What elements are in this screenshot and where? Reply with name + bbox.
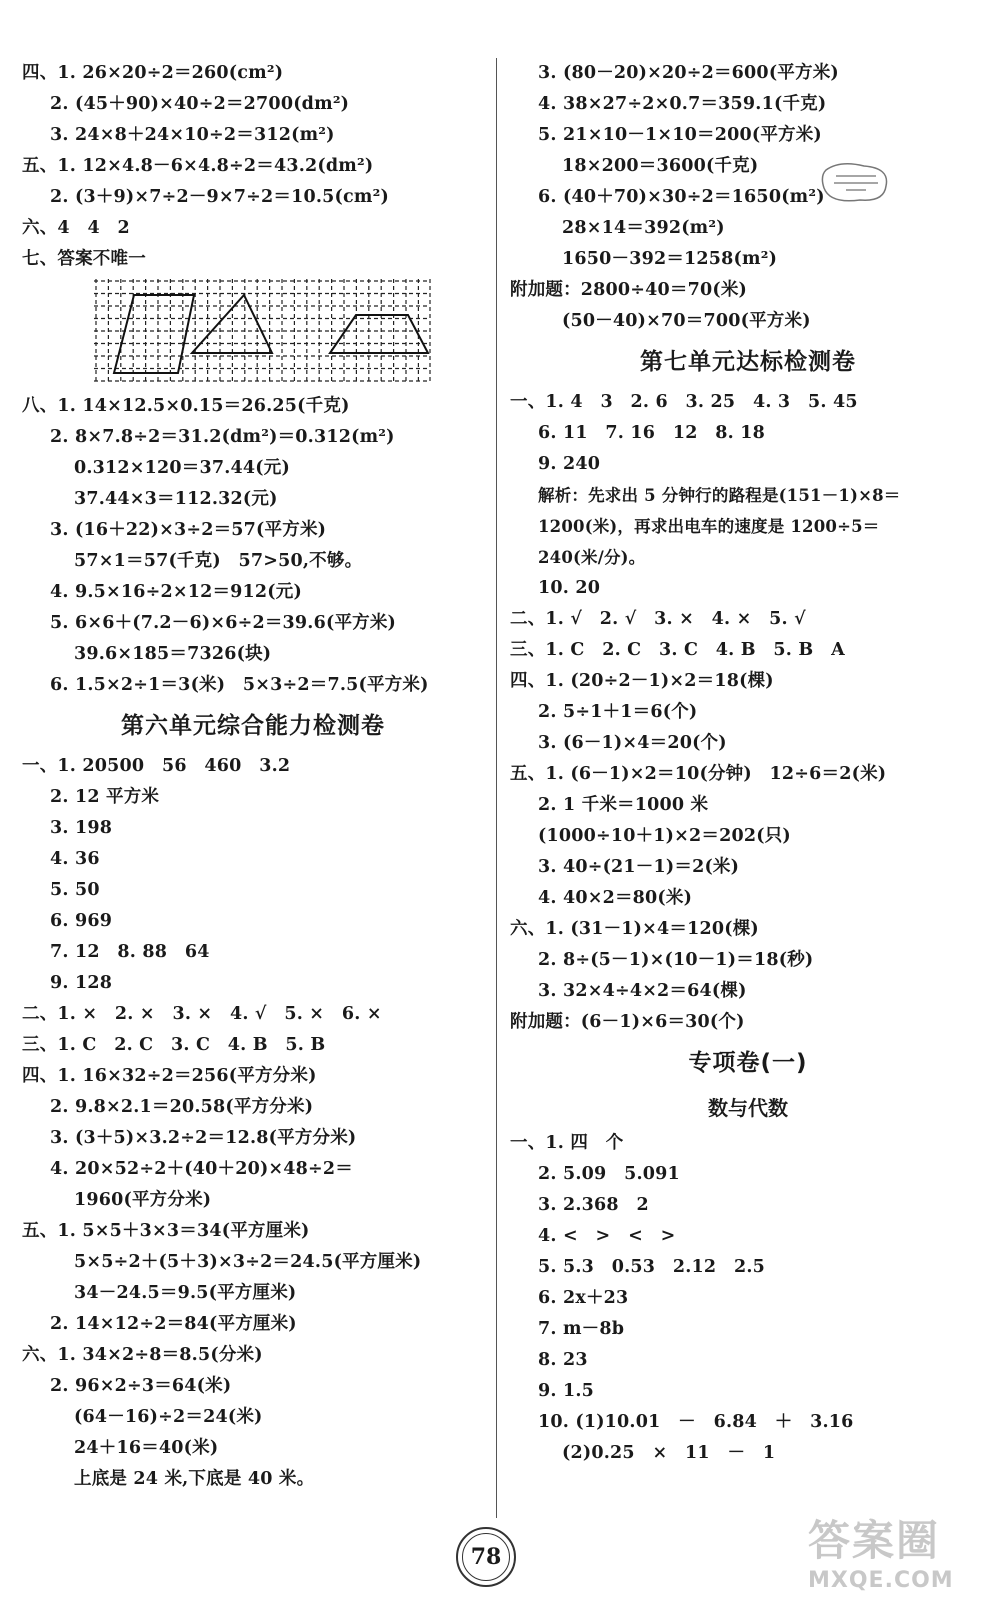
answer-line: 2. 9.8×2.1＝20.58(平方分米) <box>50 1097 314 1117</box>
answer-line: 5×5÷2＋(5＋3)×3÷2＝24.5(平方厘米) <box>74 1252 422 1272</box>
answer-line: 2. 8÷(5－1)×(10－1)＝18(秒) <box>538 950 814 970</box>
parallelogram-shape <box>114 295 194 373</box>
answer-line: 0.312×120＝37.44(元) <box>74 458 290 478</box>
answer-line: (64－16)÷2＝24(米) <box>74 1407 263 1427</box>
answer-line: 6. (40＋70)×30÷2＝1650(m²) <box>538 187 825 207</box>
answer-line: 5. 5.3 0.53 2.12 2.5 <box>538 1257 765 1277</box>
answer-line: 2. 12 平方米 <box>50 787 160 807</box>
answer-line: 8. 23 <box>538 1350 588 1370</box>
right-answers-part1 <box>510 58 986 337</box>
answer-line: 6. 2x＋23 <box>538 1288 629 1308</box>
grid-drawing <box>94 279 434 383</box>
left-answers-part3 <box>22 751 484 1495</box>
answer-line: 2. 14×12÷2＝84(平方厘米) <box>50 1314 297 1334</box>
answer-line: 3. 24×8＋24×10÷2＝312(m²) <box>50 125 335 145</box>
answer-line: 4. < > < > <box>538 1226 676 1246</box>
right-answers-part3 <box>510 1128 986 1469</box>
answer-line: 3. 2.368 2 <box>538 1195 649 1215</box>
answer-line: 四、1. 26×20÷2＝260(cm²) <box>22 63 284 83</box>
answer-line: 10. 20 <box>538 578 601 598</box>
answer-line: 附加题：2800÷40＝70(米) <box>510 280 748 300</box>
answer-line: 七、答案不唯一 <box>22 249 146 269</box>
answer-line: 9. 1.5 <box>538 1381 595 1401</box>
answer-line: 3. (6－1)×4＝20(个) <box>538 733 727 753</box>
stamp-icon <box>820 160 892 204</box>
answer-line: 四、1. 16×32÷2＝256(平方分米) <box>22 1066 317 1086</box>
answer-line: 4. 38×27÷2×0.7＝359.1(千克) <box>538 94 827 114</box>
section-title-unit6: 第六单元综合能力检测卷 <box>121 713 385 739</box>
section-subtitle: 数与代数 <box>708 1096 788 1120</box>
answer-line: 五、1. 5×5＋3×3＝34(平方厘米) <box>22 1221 310 1241</box>
answer-line: 3. (80－20)×20÷2＝600(平方米) <box>538 63 839 83</box>
answer-line: 五、1. (6－1)×2＝10(分钟) 12÷6＝2(米) <box>510 764 887 784</box>
left-column <box>22 58 484 1495</box>
answer-line: 附加题：(6－1)×6＝30(个) <box>510 1012 745 1032</box>
answer-line: 9. 240 <box>538 454 601 474</box>
answer-line: 5. 21×10－1×10＝200(平方米) <box>538 125 822 145</box>
answer-line: 四、1. (20÷2－1)×2＝18(棵) <box>510 671 774 691</box>
answer-line: 二、1. √ 2. √ 3. × 4. × 5. √ <box>510 609 806 629</box>
answer-line: 六、4 4 2 <box>22 218 130 238</box>
answer-line: 1960(平方分米) <box>74 1190 212 1210</box>
answer-line: 3. 32×4÷4×2＝64(棵) <box>538 981 747 1001</box>
right-answers-part2 <box>510 387 986 1038</box>
answer-line: 5. 50 <box>50 880 100 900</box>
answer-line: 4. 36 <box>50 849 100 869</box>
answer-line: 六、1. 34×2÷8＝8.5(分米) <box>22 1345 263 1365</box>
answer-line: 5. 6×6＋(7.2－6)×6÷2＝39.6(平方米) <box>50 613 397 633</box>
answer-line: 6. 1.5×2÷1＝3(米) 5×3÷2＝7.5(平方米) <box>50 675 429 695</box>
trapezoid-grid-figure <box>22 275 484 391</box>
answer-line: 3. 198 <box>50 818 113 838</box>
answer-line: 28×14＝392(m²) <box>562 218 725 238</box>
answer-line: 一、1. 四 个 <box>510 1133 624 1153</box>
answer-line: 18×200＝3600(千克) <box>562 156 759 176</box>
answer-line: (1000÷10＋1)×2＝202(只) <box>538 826 791 846</box>
answer-line: 上底是 24 米,下底是 40 米。 <box>74 1469 315 1489</box>
answer-line: 4. 9.5×16÷2×12＝912(元) <box>50 582 302 602</box>
answer-line: 6. 11 7. 16 12 8. 18 <box>538 423 765 443</box>
answer-line: (2)0.25 × 11 － 1 <box>562 1443 776 1463</box>
answer-line: 一、1. 20500 56 460 3.2 <box>22 756 291 776</box>
page-number: 78 <box>456 1527 516 1587</box>
section-title-unit7: 第七单元达标检测卷 <box>640 349 856 375</box>
answer-line: 2. 1 千米＝1000 米 <box>538 795 709 815</box>
answer-line: 3. 40÷(21－1)＝2(米) <box>538 857 740 877</box>
answer-line: 2. (45＋90)×40÷2＝2700(dm²) <box>50 94 350 114</box>
answer-line: 2. 96×2÷3＝64(米) <box>50 1376 232 1396</box>
answer-line: 37.44×3＝112.32(元) <box>74 489 278 509</box>
answer-line: 三、1. C 2. C 3. C 4. B 5. B <box>22 1035 326 1055</box>
answer-line: 57×1＝57(千克) 57>50,不够。 <box>74 551 363 571</box>
answer-line: 五、1. 12×4.8－6×4.8÷2＝43.2(dm²) <box>22 156 374 176</box>
answer-line: 9. 128 <box>50 973 113 993</box>
watermark-url: MXQE.COM <box>808 1568 954 1593</box>
answer-line: 240(米/分)。 <box>538 548 646 567</box>
answer-line: 3. (16＋22)×3÷2＝57(平方米) <box>50 520 327 540</box>
watermark-text: 答案圈 <box>808 1516 941 1565</box>
answer-line: 三、1. C 2. C 3. C 4. B 5. B A <box>510 640 845 660</box>
answer-line: 34－24.5＝9.5(平方厘米) <box>74 1283 297 1303</box>
answer-line: 7. 12 8. 88 64 <box>50 942 210 962</box>
column-divider <box>496 58 497 1518</box>
answer-line: 八、1. 14×12.5×0.15＝26.25(千克) <box>22 396 350 416</box>
answer-line: 1650－392＝1258(m²) <box>562 249 778 269</box>
answer-line: (50－40)×70＝700(平方米) <box>562 311 811 331</box>
right-column <box>510 58 986 1469</box>
watermark-logo <box>808 1508 954 1593</box>
answer-line: 24＋16＝40(米) <box>74 1438 219 1458</box>
answer-line: 2. 5.09 5.091 <box>538 1164 680 1184</box>
trapezoid-shape <box>330 315 428 353</box>
answer-line: 2. 5÷1＋1＝6(个) <box>538 702 698 722</box>
section-title-special1: 专项卷(一) <box>688 1050 808 1076</box>
answer-line: 39.6×185＝7326(块) <box>74 644 272 664</box>
answer-line: 2. 8×7.8÷2＝31.2(dm²)＝0.312(m²) <box>50 427 395 447</box>
answer-line: 二、1. × 2. × 3. × 4. √ 5. × 6. × <box>22 1004 382 1024</box>
answer-line: 7. m－8b <box>538 1319 625 1339</box>
answer-line: 4. 20×52÷2＋(40＋20)×48÷2＝ <box>50 1159 353 1179</box>
answer-line: 2. (3＋9)×7÷2－9×7÷2＝10.5(cm²) <box>50 187 389 207</box>
left-answers-part2 <box>22 391 484 701</box>
answer-line: 3. (3＋5)×3.2÷2＝12.8(平方分米) <box>50 1128 357 1148</box>
answer-line: 1200(米)，再求出电车的速度是 1200÷5＝ <box>538 517 880 536</box>
answer-line: 4. 40×2＝80(米) <box>538 888 693 908</box>
left-answers-part1 <box>22 58 484 275</box>
answer-line: 解析：先求出 5 分钟行的路程是(151－1)×8＝ <box>538 486 901 505</box>
answer-line: 六、1. (31－1)×4＝120(棵) <box>510 919 759 939</box>
answer-line: 10. (1)10.01 － 6.84 ＋ 3.16 <box>538 1412 854 1432</box>
answer-line: 6. 969 <box>50 911 113 931</box>
answer-line: 一、1. 4 3 2. 6 3. 25 4. 3 5. 45 <box>510 392 858 412</box>
